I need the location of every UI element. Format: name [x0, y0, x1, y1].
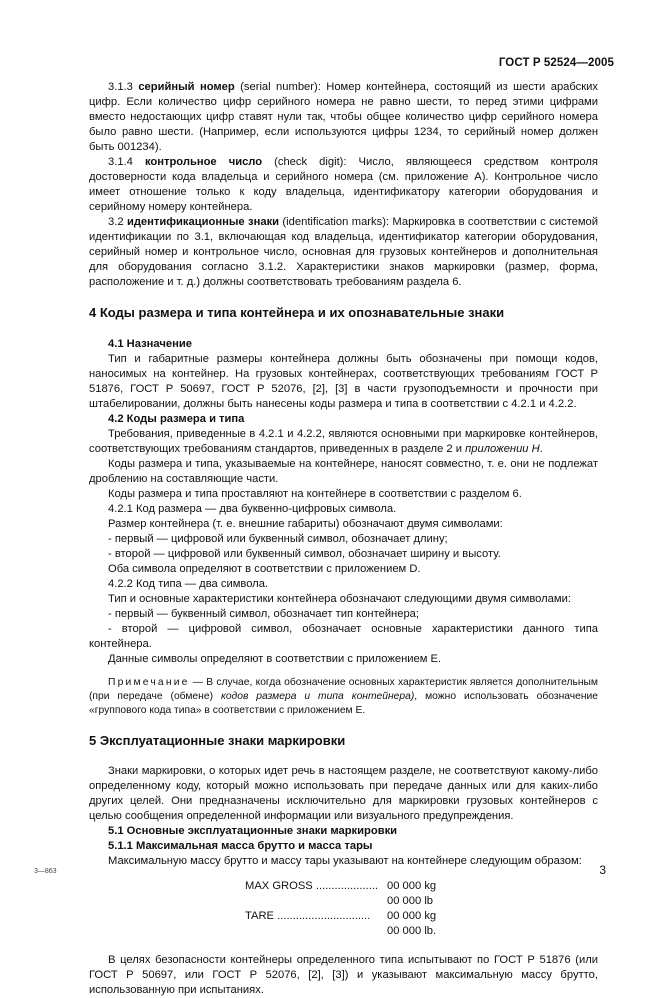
document-code-header: ГОСТ Р 52524—2005 — [498, 57, 614, 69]
para-emphasis: приложении Н — [465, 443, 540, 455]
term: идентификационные знаки — [126, 216, 280, 228]
mass-row — [245, 894, 433, 909]
mass-row — [245, 924, 436, 939]
paragraph: Размер контейнера (т. е. внешние габариты) обозначают двумя символами: — [108, 518, 503, 530]
paragraph: В целях безопасности контейнеры определенного типа испытывают по ГОСТ Р 51876 (или ГОСТ Р 50697, или ГОСТ Р 52076, [2], [3]) и указывают максимальную массу брутто, использованную при испытаниях. — [89, 954, 598, 996]
clause-number: 3.1.3 — [108, 81, 139, 93]
page-number: 3 — [599, 863, 606, 877]
subsection-4-1-title: 4.1 Назначение — [108, 338, 192, 350]
para-text-end: . — [539, 443, 543, 455]
mass-value: 00 000 kg — [387, 880, 437, 892]
mass-value: 00 000 kg — [387, 910, 437, 922]
clause-text: (check digit): Число, являющееся средством контроля достоверности кода владельца и серийного номера (см. приложение А). Контрольное число имеет отношение только к коду владельца, идентификатору категории оборудования и серийному номеру контейнера. — [89, 156, 598, 213]
section-5-intro: Знаки маркировки, о которых идет речь в настоящем разделе, не соответствуют какому-либо определенному коду, который можно использовать при передаче данных или для каких-либо других целей. Они предназначены исключительно для маркировки грузовых контейнеров с целью сообщения определенной информации или визуального предупреждения. — [89, 765, 598, 822]
mass-marking-example — [89, 879, 598, 941]
para-text: Требования, приведенные в 4.2.1 и 4.2.2, являются основными при маркировке контейнеров, соответствующих требованиям стандартов, приведенных в разделе 2 и — [89, 428, 598, 455]
note — [89, 676, 598, 718]
term: контрольное число — [144, 156, 263, 168]
dash-item: - второй — цифровой или буквенный символ, обозначает ширину и высоту. — [108, 548, 501, 560]
section-4-title: 4 Коды размера и типа контейнера и их опознавательные знаки — [89, 305, 505, 320]
paragraph: Максимальную массу брутто и массу тары указывают на контейнере следующим образом: — [108, 855, 582, 867]
subsection-4-2-title: 4.2 Коды размера и типа — [108, 413, 245, 425]
subsection-4-2-para — [89, 427, 598, 457]
paragraph: Коды размера и типа, указываемые на контейнере, наносят совместно, т. е. они не подлежат дроблению на составляющие части. — [89, 458, 598, 485]
dash-item: - первый — цифровой или буквенный символ, обозначает длину; — [108, 533, 448, 545]
clause-text: (identification marks): Маркировка в соответствии с системой идентификации по 3.1, включающая код владельца, идентификатор категории оборудования, серийный номер и контрольное число, основная для грузовых контейнеров и дополнительная для оборудования согласно 3.1.2. Характеристики знаков маркировки (размер, форма, расположение и т. д.) должны соответствовать требованиям раздела 6. — [89, 216, 598, 288]
paragraph: Данные символы определяют в соответствии с приложением Е. — [108, 653, 442, 665]
clause-4-2-2: 4.2.2 Код типа — два символа. — [108, 578, 269, 590]
note-emphasis: кодов размера и типа контейнера) — [220, 691, 415, 702]
section-5-title: 5 Эксплуатационные знаки маркировки — [89, 733, 346, 748]
dash-item: - второй — цифровой символ, обозначает основные характеристики данного типа контейнера. — [89, 623, 598, 650]
clause-3-1-3 — [89, 80, 598, 155]
term: серийный номер — [138, 81, 235, 93]
subsection-4-1-text: Тип и габаритные размеры контейнера должны быть обозначены при помощи кодов, наносимых на контейнер. На грузовых контейнерах, соответствующих требованиям ГОСТ Р 51876, ГОСТ Р 50697, ГОСТ Р 52076, [2], [3] в части грузоподъемности и прочности при штабелировании, должны быть нанесены коды размера и типа в соответствии с 4.2.1 и 4.2.2. — [89, 353, 598, 410]
mass-row — [245, 879, 436, 894]
subsection-5-1-title: 5.1 Основные эксплуатационные знаки маркировки — [108, 825, 398, 837]
clause-3-1-4 — [89, 155, 598, 215]
mass-label: MAX GROSS .................... — [245, 880, 379, 892]
clause-number: 3.1.4 — [108, 156, 145, 168]
subsection-5-1-1-title: 5.1.1 Максимальная масса брутто и масса тары — [108, 840, 373, 852]
clause-3-2 — [89, 215, 598, 290]
mass-value: 00 000 lb. — [387, 925, 437, 937]
mass-value: 00 000 lb — [387, 895, 434, 907]
clause-number: 3.2 — [108, 216, 127, 228]
mass-label: TARE .............................. — [245, 910, 371, 922]
note-text: — В случае, когда обозначение основных характеристик является дополнительным (при передаче (обмене) — [89, 677, 598, 702]
note-label: Примечание — [108, 677, 190, 688]
dash-item: - первый — буквенный символ, обозначает тип контейнера; — [108, 608, 420, 620]
page-content — [89, 80, 598, 998]
print-code: 3—863 — [34, 868, 57, 875]
paragraph: Оба символа определяют в соответствии с приложением D. — [108, 563, 421, 575]
mass-row — [245, 909, 436, 924]
paragraph: Тип и основные характеристики контейнера обозначают следующими двумя символами: — [108, 593, 571, 605]
clause-4-2-1: 4.2.1 Код размера — два буквенно-цифровых символа. — [108, 503, 397, 515]
paragraph: Коды размера и типа проставляют на контейнере в соответствии с разделом 6. — [108, 488, 522, 500]
clause-text: (serial number): Номер контейнера, состоящий из шести арабских цифр. Если количество цифр серийного номера не равно шести, то перед этими цифрами вместо недостающих цифр ставят нули так, чтобы общее количество цифр серийного номера было равно шести. (Например, если используются цифры 1234, то серийный номер должен быть 001234). — [89, 81, 598, 153]
note-text-end: , можно использовать обозначение «группового кода типа» в соответствии с приложением Е. — [89, 691, 599, 716]
